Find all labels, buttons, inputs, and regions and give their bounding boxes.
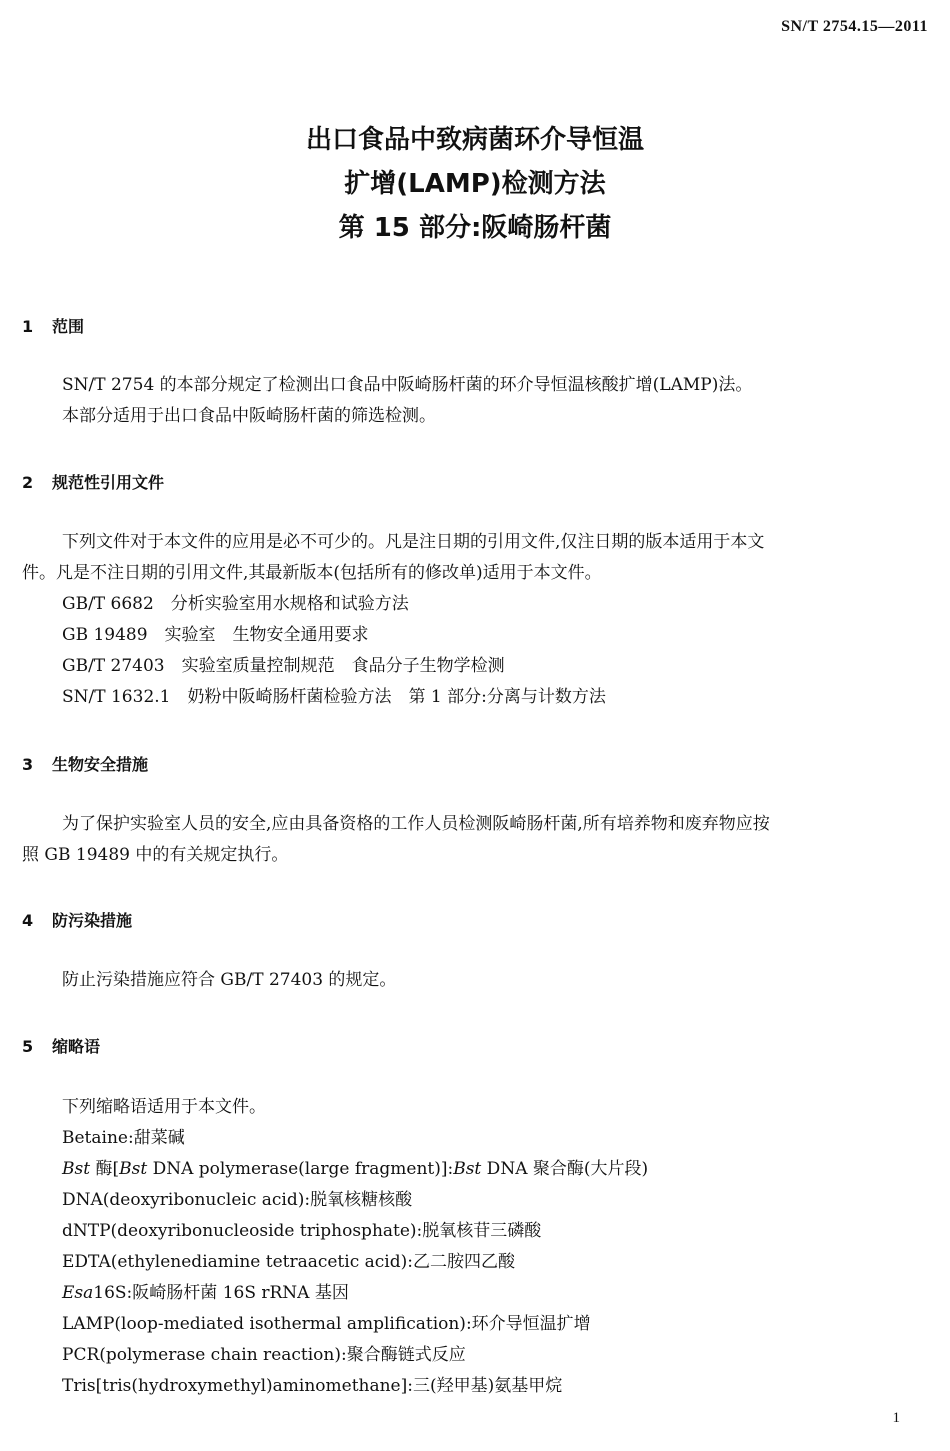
section-number: 4 (22, 911, 34, 930)
section-number: 1 (22, 317, 34, 336)
paragraph: 防止污染措施应符合 GB/T 27403 的规定。 (62, 970, 397, 990)
abbreviation-item: PCR(polymerase chain reaction):聚合酶链式反应 (62, 1345, 466, 1365)
abbr-text: DNA polymerase(large fragment)]: (147, 1159, 454, 1179)
section-heading-5 (22, 1034, 100, 1057)
abbr-text: 16S:阪崎肠杆菌 16S rRNA 基因 (93, 1283, 349, 1303)
reference-item: SN/T 1632.1 奶粉中阪崎肠杆菌检验方法 第 1 部分:分离与计数方法 (62, 687, 606, 707)
abbreviation-item: Tris[tris(hydroxymethyl)aminomethane]:三(羟甲基)氨基甲烷 (62, 1376, 563, 1396)
paragraph-line: 件。凡是不注日期的引用文件,其最新版本(包括所有的修改单)适用于本文件。 (22, 563, 602, 583)
paragraph: 下列缩略语适用于本文件。 (62, 1097, 266, 1117)
section-4-body (22, 965, 930, 996)
abbreviation-item: LAMP(loop-mediated isothermal amplification):环介导恒温扩增 (62, 1314, 591, 1334)
document-title (0, 118, 950, 250)
section-heading-4 (22, 908, 132, 931)
section-title: 规范性引用文件 (52, 473, 165, 492)
paragraph: 本部分适用于出口食品中阪崎肠杆菌的筛选检测。 (62, 406, 436, 426)
reference-item: GB/T 27403 实验室质量控制规范 食品分子生物学检测 (62, 656, 505, 676)
abbr-text: DNA 聚合酶(大片段) (481, 1159, 649, 1179)
reference-item: GB/T 6682 分析实验室用水规格和试验方法 (62, 594, 409, 614)
section-number: 5 (22, 1037, 34, 1056)
abbreviation-item: DNA(deoxyribonucleic acid):脱氧核糖核酸 (62, 1190, 413, 1210)
section-3-body (22, 809, 930, 871)
section-title: 范围 (52, 317, 85, 336)
section-2-body (22, 527, 930, 713)
abbr-italic: Bst (119, 1159, 148, 1179)
section-title: 防污染措施 (52, 911, 133, 930)
section-heading-2 (22, 470, 164, 493)
abbr-italic: Esa (62, 1283, 94, 1303)
paragraph: SN/T 2754 的本部分规定了检测出口食品中阪崎肠杆菌的环介导恒温核酸扩增(LAMP)法。 (62, 375, 753, 395)
abbr-text: 酶[ (90, 1159, 120, 1179)
abbreviation-item: Betaine:甜菜碱 (62, 1128, 185, 1148)
document-code: SN/T 2754.15—2011 (781, 18, 928, 35)
title-line-3: 第 15 部分:阪崎肠杆菌 (338, 213, 612, 243)
section-number: 2 (22, 473, 34, 492)
page-number: 1 (892, 1410, 900, 1426)
section-5-body (22, 1092, 930, 1402)
section-heading-1 (22, 314, 84, 337)
section-title: 生物安全措施 (52, 755, 149, 774)
title-line-2: 扩增(LAMP)检测方法 (344, 169, 606, 199)
reference-item: GB 19489 实验室 生物安全通用要求 (62, 625, 369, 645)
abbreviation-item (22, 1154, 930, 1185)
paragraph-line: 下列文件对于本文件的应用是必不可少的。凡是注日期的引用文件,仅注日期的版本适用于本文 (62, 532, 765, 552)
abbreviation-item (22, 1278, 930, 1309)
title-line-1: 出口食品中致病菌环介导恒温 (305, 125, 644, 155)
section-heading-3 (22, 752, 148, 775)
section-number: 3 (22, 755, 34, 774)
section-title: 缩略语 (52, 1037, 101, 1056)
section-1-body (22, 370, 930, 432)
abbreviation-item: dNTP(deoxyribonucleoside triphosphate):脱氧核苷三磷酸 (62, 1221, 542, 1241)
paragraph-line: 为了保护实验室人员的安全,应由具备资格的工作人员检测阪崎肠杆菌,所有培养物和废弃物应按 (62, 814, 770, 834)
abbr-italic: Bst (453, 1159, 482, 1179)
abbreviation-item: EDTA(ethylenediamine tetraacetic acid):乙二胺四乙酸 (62, 1252, 515, 1272)
paragraph-line: 照 GB 19489 中的有关规定执行。 (22, 845, 289, 865)
abbr-italic: Bst (62, 1159, 91, 1179)
